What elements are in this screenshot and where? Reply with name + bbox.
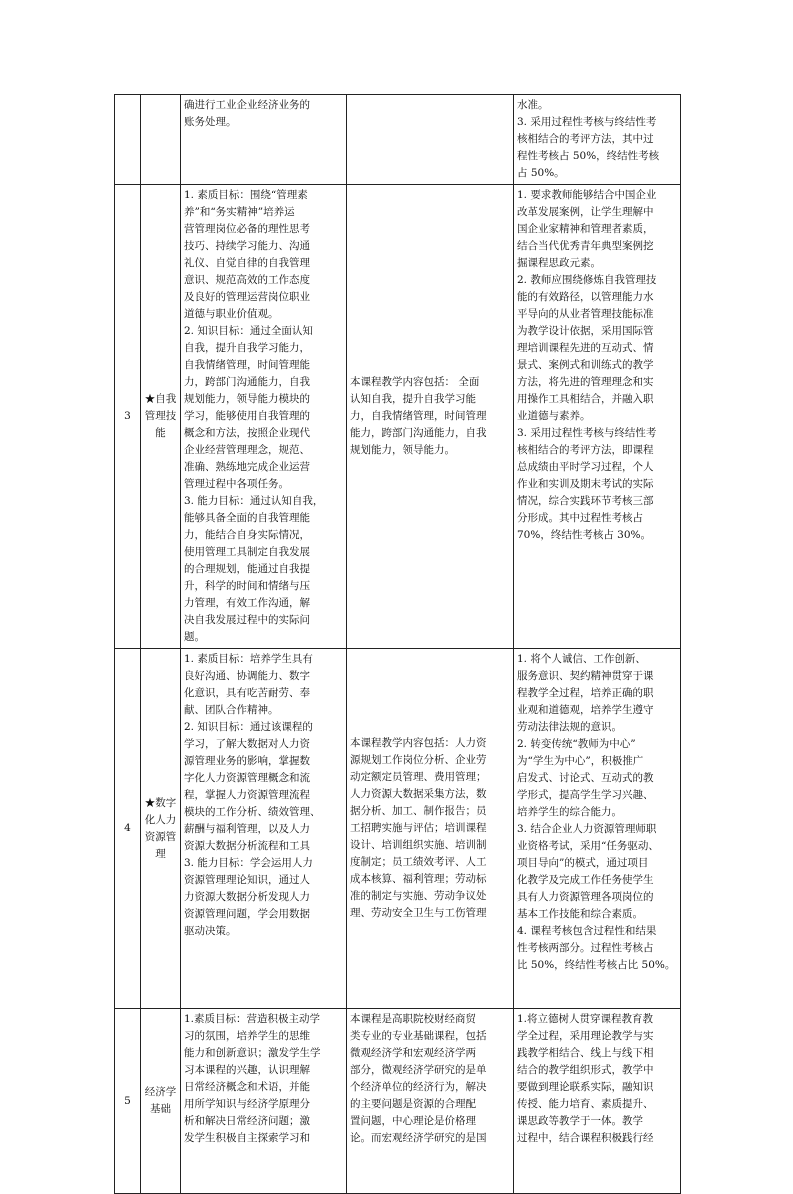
cell-text-line: 化意识，具有吃苦耐劳、奉 bbox=[184, 687, 310, 699]
cell-text-line: 业道德与素养。 bbox=[517, 410, 591, 422]
cell-text-line: 自我，提升自我学习能力， bbox=[184, 342, 310, 354]
cell-text-line: 设计、培训组织实施、培训制 bbox=[350, 839, 487, 851]
cell-text-line: 薪酬与福利管理，以及人力 bbox=[184, 823, 310, 835]
cell-text-line: 养”和“务实精神”培养运 bbox=[184, 206, 295, 218]
cell-text-line: 习本课程的兴趣，认识理解 bbox=[184, 1064, 310, 1076]
cell-text-line: 核相结合的考评方法，其中过 bbox=[517, 133, 654, 145]
cell-text-line: 企业经营管理理念，规范、 bbox=[184, 444, 310, 456]
cell-text-line: 1.素质目标：营造积极主动学 bbox=[184, 1013, 321, 1025]
cell-text-line: 国企业家精神和管理者素质， bbox=[517, 223, 654, 235]
cell-text-line: 资源管理问题，学会用数据 bbox=[184, 908, 310, 920]
cell-text-line: 力，跨部门沟通能力，自我 bbox=[184, 376, 310, 388]
cell-text-line: 方法，将先进的管理理念和实 bbox=[517, 376, 654, 388]
cell-text-line: 成本核算、福利管理；劳动标 bbox=[350, 873, 487, 885]
cell-text-line: 题。 bbox=[184, 631, 205, 643]
course-name: 经济学基础 bbox=[141, 1009, 181, 1194]
cell-text-line: 用操作工具相结合，并融入职 bbox=[517, 393, 654, 405]
cell-text-line: 基本工作技能和综合素质。 bbox=[517, 908, 643, 920]
cell-text-line: 规划能力，领导能力。 bbox=[350, 444, 455, 456]
cell-text-line: 人力资源大数据采集方法，数 bbox=[350, 788, 487, 800]
cell-text-line: 业资格考试，采用“任务驱动、 bbox=[517, 840, 659, 852]
cell-text-line: 结合的教学组织形式，教学中 bbox=[517, 1064, 654, 1076]
cell-text-line: 性考核两部分。过程性考核占 bbox=[517, 942, 654, 954]
course-content bbox=[347, 649, 514, 1009]
cell-text-line: 日常经济概念和术语，并能 bbox=[184, 1081, 310, 1093]
cell-text-line: 情况，综合实践环节考核三部 bbox=[517, 495, 654, 507]
cell-text-line: 理、劳动安全卫生与工伤管理 bbox=[350, 907, 487, 919]
cell-text-line: 个经济单位的经济行为，解决 bbox=[350, 1081, 487, 1093]
cell-text-line: 决自我发展过程中的实际问 bbox=[184, 614, 310, 626]
cell-text-line: 要做到理论联系实际，融知识 bbox=[517, 1081, 654, 1093]
cell-text-line: 核相结合的考评方法，即课程 bbox=[517, 444, 654, 456]
cell-text-line: 程性考核占 50%，终结性考核 bbox=[517, 150, 660, 162]
cell-text-line: 学习，能够使用自我管理的 bbox=[184, 410, 310, 422]
cell-text-line: 资源大数据分析流程和工具 bbox=[184, 840, 310, 852]
cell-text-line: 比 50%，终结性考核占比 50%。 bbox=[517, 959, 676, 971]
cell-text-line: 源管理业务的影响，掌握数 bbox=[184, 755, 310, 767]
cell-text-line: 1. 素质目标：围绕“管理素 bbox=[184, 189, 308, 201]
cell-text-line: 能力和创新意识；激发学生学 bbox=[184, 1047, 321, 1059]
cell-text-line: 景式、案例式和训练式的教学 bbox=[517, 359, 654, 371]
teaching-requirements bbox=[514, 1009, 681, 1194]
cell-text-line: 启发式、讨论式、互动式的教 bbox=[517, 772, 654, 784]
cell-text-line: 力，自我情绪管理，时间管理 bbox=[350, 410, 487, 422]
cell-text-line: 度制定；员工绩效考评、人工 bbox=[350, 856, 487, 868]
cell-text-line: 字化人力资源管理概念和流 bbox=[184, 772, 310, 784]
cell-text-line: 结合当代优秀青年典型案例挖 bbox=[517, 240, 654, 252]
cell-text-line: 业观和道德观，培养学生遵守 bbox=[517, 704, 654, 716]
cell-text-line: 1. 素质目标：培养学生具有 bbox=[184, 653, 313, 665]
course-content bbox=[347, 95, 514, 185]
cell-text-line: 及良好的管理运营岗位职业 bbox=[184, 291, 310, 303]
cell-text-line: 化教学及完成工作任务使学生 bbox=[517, 874, 654, 886]
cell-text-line: 据分析、加工、制作报告；员 bbox=[350, 805, 487, 817]
cell-text-line: 习的氛围，培养学生的思维 bbox=[184, 1030, 310, 1042]
cell-text-line: 礼仪、自觉自律的自我管理 bbox=[184, 257, 310, 269]
course-name: ★自我管理技能 bbox=[141, 185, 181, 649]
cell-text-line: 动定额定员管理、费用管理； bbox=[350, 771, 487, 783]
cell-text-line: 劳动法律法规的意识。 bbox=[517, 721, 622, 733]
cell-text-line: 培养学生的综合能力。 bbox=[517, 806, 622, 818]
cell-text-line: 分形成。其中过程性考核占 bbox=[517, 512, 643, 524]
cell-text-line: 平导向的从业者管理技能标准 bbox=[517, 308, 654, 320]
cell-text-line: 资源管理理论知识，通过人 bbox=[184, 874, 310, 886]
cell-text-line: 学全过程，采用理论教学与实 bbox=[517, 1030, 654, 1042]
table-row bbox=[115, 1009, 681, 1194]
cell-text-line: 部分，微观经济学研究的是单 bbox=[350, 1064, 487, 1076]
cell-text-line: 水准。 bbox=[517, 99, 549, 111]
cell-text-line: 确进行工业企业经济业务的 bbox=[184, 99, 310, 111]
course-table-body bbox=[115, 95, 681, 1194]
course-content bbox=[347, 185, 514, 649]
cell-text-line: 2. 转变传统“教师为中心” bbox=[517, 738, 636, 750]
cell-text-line: 3. 采用过程性考核与终结性考 bbox=[517, 427, 657, 439]
cell-text-line: 传授、能力培育、素质提升、 bbox=[517, 1098, 654, 1110]
cell-text-line: 4. 课程考核包含过程性和结果 bbox=[517, 925, 657, 937]
row-number: 3 bbox=[115, 185, 141, 649]
cell-text-line: 2. 知识目标：通过全面认知 bbox=[184, 325, 313, 337]
cell-text-line: 模块的工作分析、绩效管理、 bbox=[184, 806, 321, 818]
cell-text-line: 析和解决日常经济问题；激 bbox=[184, 1115, 310, 1127]
row-number: 4 bbox=[115, 649, 141, 1009]
cell-text-line: 70%，终结性考核占 30%。 bbox=[517, 529, 652, 541]
cell-text-line: 3. 能力目标：学会运用人力 bbox=[184, 857, 313, 869]
table-row bbox=[115, 95, 681, 185]
table-row bbox=[115, 185, 681, 649]
cell-text-line: 3. 采用过程性考核与终结性考 bbox=[517, 116, 657, 128]
row-number: 5 bbox=[115, 1009, 141, 1194]
cell-text-line: 的主要问题是资源的合理配 bbox=[350, 1098, 476, 1110]
course-content bbox=[347, 1009, 514, 1194]
cell-text-line: 置问题，中心理论是价格理 bbox=[350, 1115, 476, 1127]
cell-text-line: 2. 知识目标：通过该课程的 bbox=[184, 721, 313, 733]
cell-text-line: 源规划工作岗位分析、企业劳 bbox=[350, 754, 487, 766]
cell-text-line: 项目导向”的模式，通过项目 bbox=[517, 857, 649, 869]
cell-text-line: 学形式，提高学生学习兴趣、 bbox=[517, 789, 654, 801]
cell-text-line: 掘课程思政元素。 bbox=[517, 257, 601, 269]
cell-text-line: 能力，跨部门沟通能力，自我 bbox=[350, 427, 487, 439]
cell-text-line: 技巧、持续学习能力、沟通 bbox=[184, 240, 310, 252]
cell-text-line: 账务处理。 bbox=[184, 116, 237, 128]
teaching-requirements bbox=[514, 649, 681, 1009]
row-number bbox=[115, 95, 141, 185]
cell-text-line: 服务意识、契约精神贯穿于课 bbox=[517, 670, 654, 682]
cell-text-line: 自我情绪管理，时间管理能 bbox=[184, 359, 310, 371]
cell-text-line: 学习，了解大数据对人力资 bbox=[184, 738, 310, 750]
course-table bbox=[114, 94, 681, 1194]
cell-text-line: 类专业的专业基础课程，包括 bbox=[350, 1030, 487, 1042]
cell-text-line: 本课程是高职院校财经商贸 bbox=[350, 1013, 476, 1025]
cell-text-line: 3. 能力目标：通过认知自我， bbox=[184, 495, 324, 507]
cell-text-line: 微观经济学和宏观经济学两 bbox=[350, 1047, 476, 1059]
cell-text-line: 为教学设计依据，采用国际管 bbox=[517, 325, 654, 337]
cell-text-line: 程，掌握人力资源管理流程 bbox=[184, 789, 310, 801]
cell-text-line: 道德与职业价值观。 bbox=[184, 308, 279, 320]
cell-text-line: 升，科学的时间和情绪与压 bbox=[184, 580, 310, 592]
cell-text-line: 1. 要求教师能够结合中国企业 bbox=[517, 189, 657, 201]
cell-text-line: 能够具备全面的自我管理能 bbox=[184, 512, 310, 524]
cell-text-line: 营管理岗位必备的理性思考 bbox=[184, 223, 310, 235]
cell-text-line: 3. 结合企业人力资源管理师职 bbox=[517, 823, 657, 835]
cell-text-line: 力，能结合自身实际情况， bbox=[184, 529, 310, 541]
cell-text-line: 本课程教学内容包括： 全面 bbox=[350, 376, 480, 388]
cell-text-line: 1.将立德树人贯穿课程教育教 bbox=[517, 1013, 654, 1025]
cell-text-line: 意识、规范高效的工作态度 bbox=[184, 274, 310, 286]
cell-text-line: 工招聘实施与评估；培训课程 bbox=[350, 822, 487, 834]
cell-text-line: 概念和方法，按照企业现代 bbox=[184, 427, 310, 439]
cell-text-line: 良好沟通、协调能力、数字 bbox=[184, 670, 310, 682]
cell-text-line: 用所学知识与经济学原理分 bbox=[184, 1098, 310, 1110]
teaching-requirements bbox=[514, 185, 681, 649]
cell-text-line: 过程中，结合课程积极践行经 bbox=[517, 1132, 654, 1144]
cell-text-line: 占 50%。 bbox=[517, 167, 565, 179]
course-name bbox=[141, 95, 181, 185]
cell-text-line: 为“学生为中心”，积极推广 bbox=[517, 755, 644, 767]
cell-text-line: 本课程教学内容包括：人力资 bbox=[350, 737, 487, 749]
cell-text-line: 理培训课程先进的互动式、情 bbox=[517, 342, 654, 354]
teaching-requirements bbox=[514, 95, 681, 185]
cell-text-line: 2. 教师应围绕修炼自我管理技 bbox=[517, 274, 657, 286]
cell-text-line: 准的制定与实施、劳动争议处 bbox=[350, 890, 487, 902]
cell-text-line: 改革发展案例，让学生理解中 bbox=[517, 206, 654, 218]
cell-text-line: 驱动决策。 bbox=[184, 925, 237, 937]
cell-text-line: 课思政等教学于一体。教学 bbox=[517, 1115, 643, 1127]
cell-text-line: 具有人力资源管理各项岗位的 bbox=[517, 891, 654, 903]
cell-text-line: 作业和实训及期末考试的实际 bbox=[517, 478, 654, 490]
table-row bbox=[115, 649, 681, 1009]
cell-text-line: 的合理规划，能通过自我提 bbox=[184, 563, 310, 575]
cell-text-line: 1. 将个人诚信、工作创新、 bbox=[517, 653, 646, 665]
cell-text-line: 总成绩由平时学习过程，个人 bbox=[517, 461, 654, 473]
cell-text-line: 认知自我，提升自我学习能 bbox=[350, 393, 476, 405]
cell-text-line: 准确、熟练地完成企业运营 bbox=[184, 461, 310, 473]
cell-text-line: 管理过程中各项任务。 bbox=[184, 478, 289, 490]
cell-text-line: 能的有效路径，以管理能力水 bbox=[517, 291, 654, 303]
cell-text-line: 使用管理工具制定自我发展 bbox=[184, 546, 310, 558]
course-goals bbox=[181, 185, 347, 649]
cell-text-line: 规划能力，领导能力模块的 bbox=[184, 393, 310, 405]
course-goals bbox=[181, 649, 347, 1009]
cell-text-line: 献、团队合作精神。 bbox=[184, 704, 279, 716]
cell-text-line: 程教学全过程，培养正确的职 bbox=[517, 687, 654, 699]
cell-text-line: 发学生积极自主探索学习和 bbox=[184, 1132, 310, 1144]
course-name: ★数字化人力资源管理 bbox=[141, 649, 181, 1009]
course-goals bbox=[181, 1009, 347, 1194]
cell-text-line: 力管理，有效工作沟通，解 bbox=[184, 597, 310, 609]
cell-text-line: 论。而宏观经济学研究的是国 bbox=[350, 1132, 487, 1144]
course-goals bbox=[181, 95, 347, 185]
cell-text-line: 践教学相结合、线上与线下相 bbox=[517, 1047, 654, 1059]
cell-text-line: 力资源大数据分析发现人力 bbox=[184, 891, 310, 903]
